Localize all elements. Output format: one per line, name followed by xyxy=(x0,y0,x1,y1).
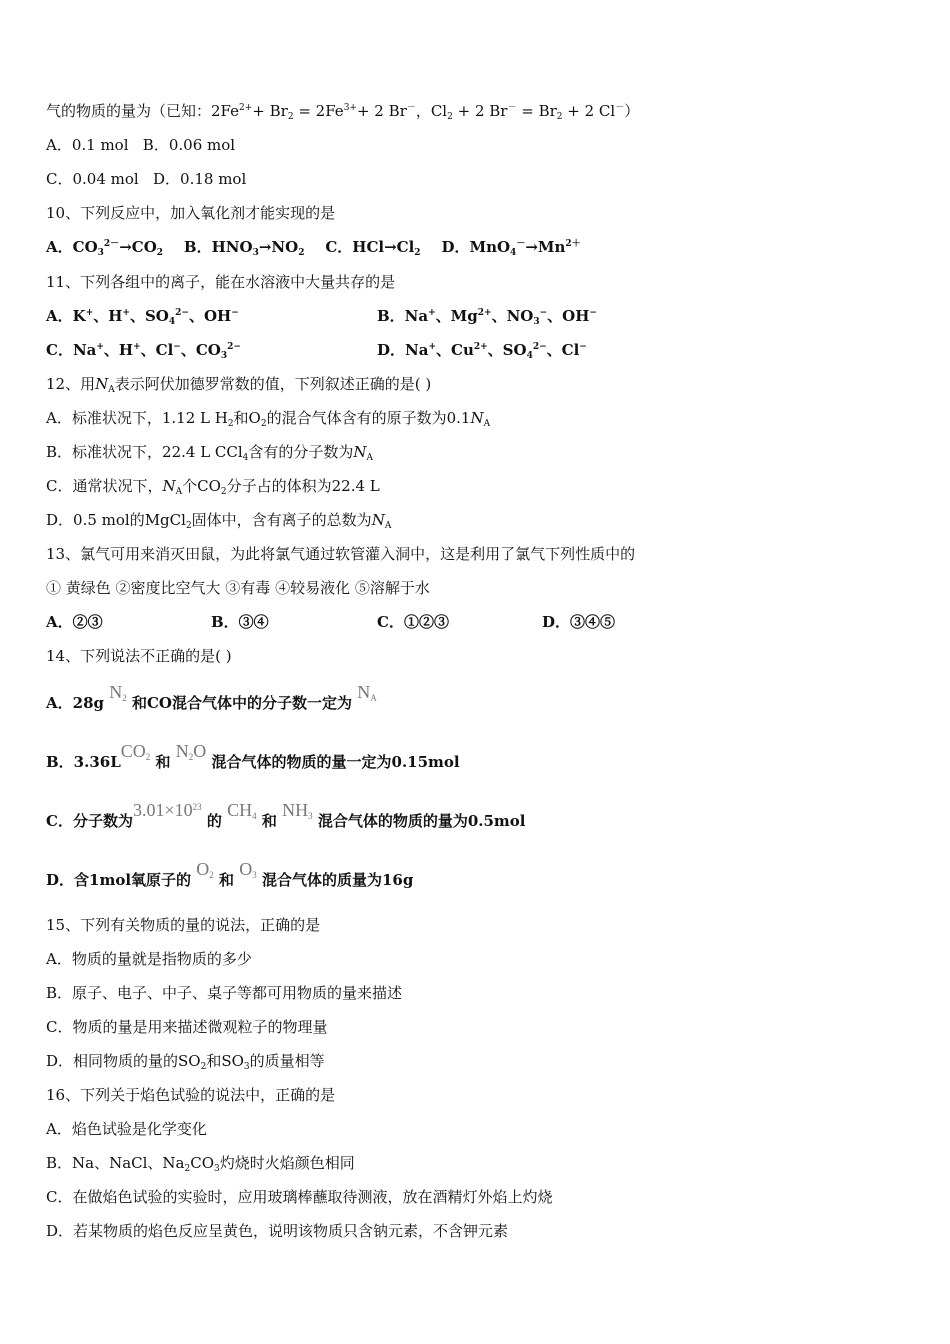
formula-o2 xyxy=(196,859,214,879)
sup: 2− xyxy=(227,342,241,352)
q13-stem: 13、氯气可用来消灭田鼠，为此将氯气通过软管灌入洞中，这是利用了氯气下列性质中的 xyxy=(46,545,636,563)
sup: 2+ xyxy=(473,342,488,352)
sub: 2 xyxy=(298,248,305,258)
q9-text: + 2 Cl xyxy=(562,102,616,120)
sub: 3 xyxy=(97,248,104,258)
q10-stem: 10、下列反应中，加入氧化剂才能实现的是 xyxy=(46,204,336,222)
sup: + xyxy=(428,308,436,318)
sub: A xyxy=(175,487,183,497)
sub: 3 xyxy=(220,351,228,361)
sup: − xyxy=(579,342,587,352)
q13-option-d: D．③④⑤ xyxy=(542,613,616,631)
ion-text: 、OH xyxy=(547,307,590,325)
q12-stem xyxy=(46,374,431,394)
q15-option-c: C．物质的量是用来描述微观粒子的物理量 xyxy=(46,1018,328,1036)
q12-text: 分子占的体积为22.4 L xyxy=(226,477,380,495)
sub: 3 xyxy=(214,1164,220,1174)
q14-option-c xyxy=(46,800,526,831)
sub: 2 xyxy=(188,752,194,762)
q16-option-d: D．若某物质的焰色反应呈黄色，说明该物质只含钠元素，不含钾元素 xyxy=(46,1222,509,1240)
formula-text: O xyxy=(239,859,253,879)
sup: 3+ xyxy=(343,103,357,113)
sub: 2 xyxy=(287,112,294,122)
q15-text: D．相同物质的量的SO xyxy=(46,1052,201,1070)
sup: + xyxy=(96,342,104,352)
formula-co2 xyxy=(121,741,151,761)
sub: 4 xyxy=(526,351,533,361)
q14-text: 和CO混合气体中的分子数一定为 xyxy=(131,694,352,712)
q15-option-a: A．物质的量就是指物质的多少 xyxy=(46,950,252,968)
ion-text: B．Na xyxy=(377,307,429,325)
sup: 2+ xyxy=(239,103,253,113)
ion-text: C．Na xyxy=(46,341,97,359)
q9-options-cd: C．0.04 mol D．0.18 mol xyxy=(46,170,247,188)
q15-text: 和SO xyxy=(206,1052,244,1070)
q11-stem: 11、下列各组中的离子，能在水溶液中大量共存的是 xyxy=(46,273,396,291)
q11-option-b xyxy=(377,306,597,326)
q14-text: A．28g xyxy=(46,694,105,712)
ion-text: A．K xyxy=(46,307,86,325)
q11-option-a xyxy=(46,306,239,326)
q9-text: ，Cl xyxy=(415,102,448,120)
q16-option-c: C．在做焰色试验的实验时，应用玻璃棒蘸取待测液，放在酒精灯外焰上灼烧 xyxy=(46,1188,553,1206)
q9-options-ab: A．0.1 mol B．0.06 mol xyxy=(46,136,236,154)
formula-ch4 xyxy=(227,800,257,820)
sub: A xyxy=(370,693,377,703)
sup: + xyxy=(428,342,436,352)
q9-text: = 2Fe xyxy=(293,102,344,120)
q15-option-d xyxy=(46,1051,325,1071)
sub: 3 xyxy=(252,870,257,880)
q16-option-b xyxy=(46,1153,355,1173)
sub: 2 xyxy=(260,419,267,429)
q10-option-a: A．CO xyxy=(46,238,98,256)
q10-option-b: B．HNO xyxy=(183,238,253,256)
q14-option-a xyxy=(46,682,377,713)
q14-text: 混合气体的物质的量一定为0.15mol xyxy=(211,753,460,771)
sub: 2 xyxy=(220,487,227,497)
sup: − xyxy=(173,342,181,352)
q12-text: 含有的分子数为 xyxy=(248,443,354,461)
sup: 2− xyxy=(532,342,547,352)
sup: + xyxy=(85,308,94,318)
ion-text: 、SO xyxy=(129,307,169,325)
q14-text: 和 xyxy=(219,871,235,889)
sub: 3 xyxy=(533,317,540,327)
ion-text: 、SO xyxy=(487,341,527,359)
q16-option-a: A．焰色试验是化学变化 xyxy=(46,1120,207,1138)
q12-text: A．标准状况下，1.12 L H xyxy=(46,409,228,427)
q13-option-b: B．③④ xyxy=(211,613,269,631)
sub: 2 xyxy=(556,112,563,122)
sup: − xyxy=(539,308,548,318)
sub: 2 xyxy=(184,1164,191,1174)
sub: 3 xyxy=(243,1062,250,1072)
ion-text: 、OH xyxy=(188,307,232,325)
q14-text: D．含1mol氧原子的 xyxy=(46,871,192,889)
ion-text: 、Mg xyxy=(435,307,478,325)
sup: 2＋ xyxy=(565,239,581,249)
q12-option-d xyxy=(46,510,391,530)
formula-text: N xyxy=(175,741,189,761)
sub: 4 xyxy=(168,317,176,327)
formula-n2 xyxy=(109,682,127,702)
sub: 4 xyxy=(510,248,517,258)
sub: 2 xyxy=(156,248,164,258)
q12-option-c xyxy=(46,476,380,496)
sub: 3 xyxy=(308,811,313,821)
q16-stem: 16、下列关于焰色试验的说法中，正确的是 xyxy=(46,1086,336,1104)
q14-text: 混合气体的物质的量为0.5mol xyxy=(317,812,526,830)
formula-molecule-count xyxy=(133,800,202,820)
q9-text: + 2 Br xyxy=(452,102,508,120)
sub: 2 xyxy=(185,521,192,531)
q16-text: CO xyxy=(190,1154,215,1172)
q13-option-a: A．②③ xyxy=(46,613,103,631)
q9-condition xyxy=(46,101,639,121)
sub: 2 xyxy=(447,112,453,122)
ion-text: 、NO xyxy=(491,307,534,325)
sub: 3 xyxy=(252,248,259,258)
sup: + xyxy=(122,308,130,318)
ion-text: 、Cl xyxy=(140,341,174,359)
q10-option-a: →CO xyxy=(119,238,157,256)
q11-option-d xyxy=(377,340,587,360)
sup: － xyxy=(516,239,526,249)
q9-text: = Br xyxy=(516,102,557,120)
q10-option-d: D．MnO xyxy=(441,238,511,256)
sub: 4 xyxy=(252,811,257,821)
q10-option-b: →NO xyxy=(258,238,299,256)
q14-stem: 14、下列说法不正确的是( ) xyxy=(46,647,232,665)
q12-text: B．标准状况下，22.4 L CCl xyxy=(46,443,243,461)
q14-text: 和 xyxy=(155,753,171,771)
q12-text: 固体中，含有离子的总数为 xyxy=(191,511,372,529)
q13-properties: ① 黄绿色 ②密度比空气大 ③有毒 ④较易液化 ⑤溶解于水 xyxy=(46,579,430,597)
q14-option-b xyxy=(46,741,460,772)
sup: + xyxy=(133,342,141,352)
q9-text: 气的物质的量为（已知：2Fe xyxy=(46,102,240,120)
formula-text: N xyxy=(109,682,123,702)
formula-text: 3.01×10 xyxy=(132,800,193,820)
formula-text: CH xyxy=(227,800,253,820)
q14-text: C．分子数为 xyxy=(46,812,133,830)
sub: A xyxy=(366,453,374,463)
q15-option-b: B．原子、电子、中子、桌子等都可用物质的量来描述 xyxy=(46,984,403,1002)
sub: 2 xyxy=(209,870,214,880)
q11-option-c xyxy=(46,340,241,360)
q13-option-c: C．①②③ xyxy=(377,613,449,631)
sub: A xyxy=(108,385,115,395)
q14-text: 混合气体的质量为16g xyxy=(261,871,414,889)
q9-text: ） xyxy=(624,102,640,120)
ion-text: 、H xyxy=(93,307,123,325)
sub: 2 xyxy=(145,752,151,762)
ion-text: 、CO xyxy=(180,341,221,359)
ion-text: 、H xyxy=(103,341,134,359)
sup: 2－ xyxy=(103,239,120,249)
sub: A xyxy=(384,521,392,531)
formula-text: O xyxy=(196,859,210,879)
q15-stem: 15、下列有关物质的量的说法，正确的是 xyxy=(46,916,321,934)
sup: － xyxy=(615,103,625,113)
q12-option-b xyxy=(46,442,373,462)
q10-options xyxy=(46,237,581,257)
sub: 2 xyxy=(414,248,421,258)
q10-option-d: →Mn xyxy=(525,238,566,256)
sup: － xyxy=(507,103,517,113)
q12-text: 的混合气体含有的原子数为0.1 xyxy=(266,409,471,427)
ion-text: 、Cu xyxy=(436,341,474,359)
q12-text: 和O xyxy=(233,409,261,427)
avogadro-symbol: N xyxy=(371,511,385,529)
sup: − xyxy=(589,308,597,318)
q16-text: 灼烧时火焰颜色相同 xyxy=(219,1154,355,1172)
q12-text: 表示阿伏加德罗常数的值，下列叙述正确的是( ) xyxy=(114,375,432,393)
sub: 2 xyxy=(227,419,234,429)
avogadro-symbol: N xyxy=(95,375,109,393)
sub: 2 xyxy=(200,1062,207,1072)
ion-text: D．Na xyxy=(377,341,429,359)
q12-text: C．通常状况下， xyxy=(46,477,163,495)
sup: 23 xyxy=(192,802,202,812)
q12-text: 个CO xyxy=(182,477,221,495)
sup: 2− xyxy=(175,308,189,318)
sup: 2+ xyxy=(477,308,492,318)
q16-text: B．Na、NaCl、Na xyxy=(46,1154,185,1172)
q12-option-a xyxy=(46,408,490,428)
q9-text: + Br xyxy=(252,102,288,120)
q9-text: + 2 Br xyxy=(356,102,407,120)
formula-text: N xyxy=(357,682,371,702)
formula-o3 xyxy=(239,859,257,879)
avogadro-symbol: N xyxy=(353,443,367,461)
sup: − xyxy=(231,308,239,318)
q14-text: 和 xyxy=(261,812,277,830)
formula-n2o xyxy=(176,741,207,761)
q10-option-c: C．HCl→Cl xyxy=(325,238,415,256)
q14-text: 的 xyxy=(206,812,222,830)
sub: A xyxy=(483,419,491,429)
q15-text: 的质量相等 xyxy=(249,1052,325,1070)
q12-text: D．0.5 mol的MgCl xyxy=(46,511,186,529)
q14-option-d xyxy=(46,859,414,890)
formula-text: CO xyxy=(120,741,146,761)
formula-text: O xyxy=(193,741,207,761)
sub: 2 xyxy=(122,693,127,703)
sub: 4 xyxy=(242,453,249,463)
avogadro-symbol: N xyxy=(470,409,484,427)
q14-text: B．3.36L xyxy=(46,753,121,771)
formula-text: NH xyxy=(282,800,309,820)
formula-na xyxy=(357,682,377,702)
q12-text: 12、用 xyxy=(46,375,96,393)
ion-text: 、Cl xyxy=(546,341,580,359)
avogadro-symbol: N xyxy=(162,477,176,495)
sup: － xyxy=(406,103,416,113)
formula-nh3 xyxy=(282,800,313,820)
